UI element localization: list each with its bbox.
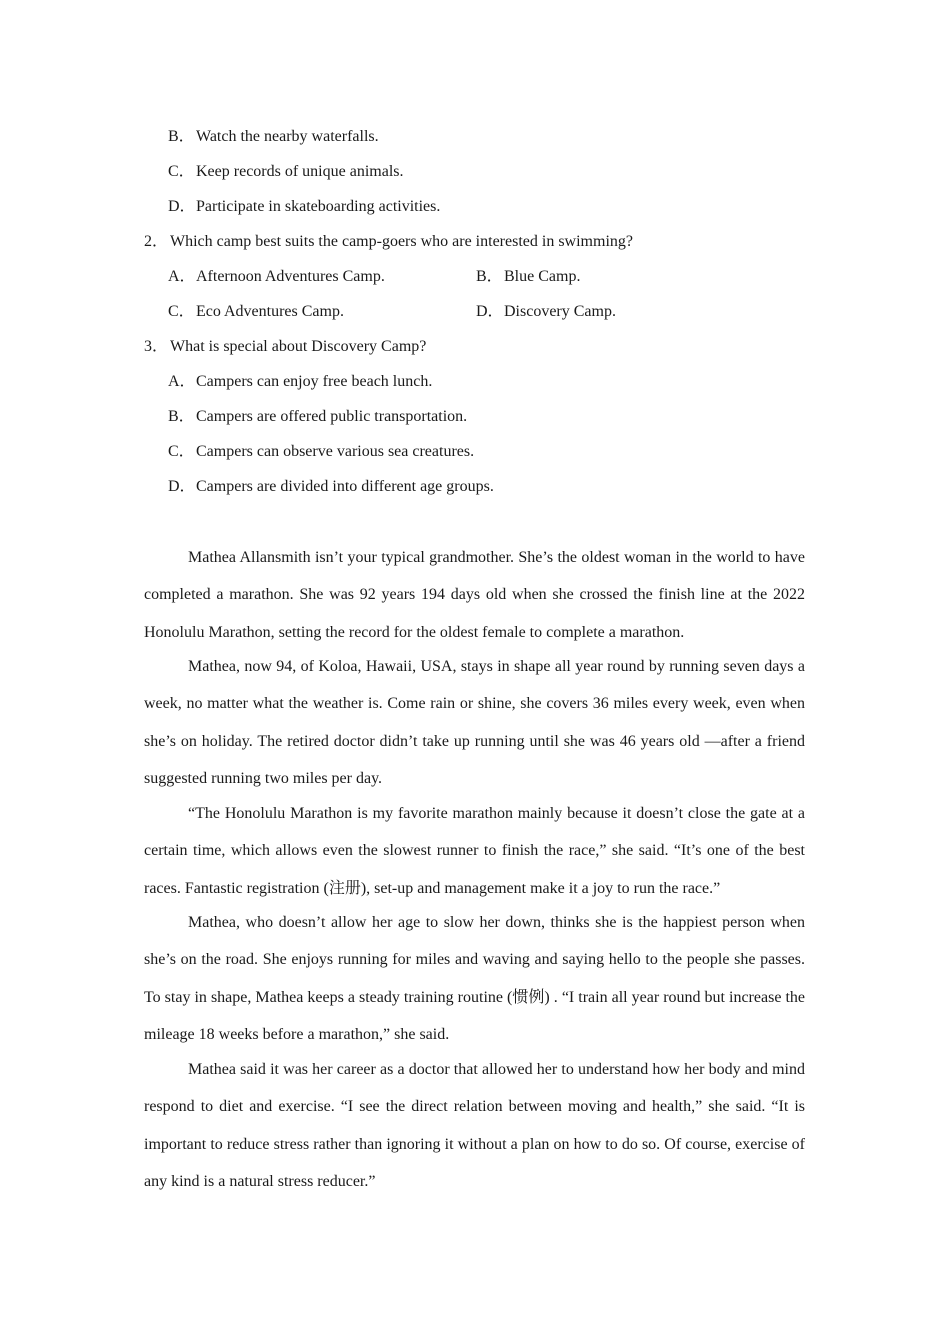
option-letter: D．	[168, 198, 196, 215]
option-text: Discovery Camp.	[504, 303, 616, 320]
option-text: Keep records of unique animals.	[196, 163, 404, 180]
question-text: What is special about Discovery Camp?	[170, 338, 427, 355]
question-number: 2．	[144, 233, 169, 250]
passage-paragraph-4: Mathea, who doesn’t allow her age to slow her down, thinks she is the happiest person when she’s on the road. She enjoys running for miles and waving and saying hello to the people she passes. To stay in shape, Mathea keeps a steady training routine (惯例) . “I train all year round but increase the mileage 18 weeks before a marathon,” she said.	[144, 914, 805, 1043]
q3-option-d	[168, 477, 494, 497]
option-letter: A．	[168, 373, 196, 390]
q3-option-c	[168, 442, 474, 462]
passage-paragraph-3: “The Honolulu Marathon is my favorite marathon mainly because it doesn’t close the gate at a certain time, which allows even the slowest runner to finish the race,” she said. “It’s one of the best races. Fantastic registration (注册), set-up and management make it a joy to run the race.”	[144, 805, 805, 897]
option-letter: B．	[168, 408, 195, 425]
option-text: Participate in skateboarding activities.	[196, 198, 441, 215]
question-3	[144, 337, 426, 357]
option-letter: A．	[168, 268, 196, 285]
option-text: Watch the nearby waterfalls.	[196, 128, 379, 145]
option-text: Blue Camp.	[504, 268, 581, 285]
option-letter: C．	[168, 163, 195, 180]
question-number: 3．	[144, 338, 169, 355]
passage-paragraph-2: Mathea, now 94, of Koloa, Hawaii, USA, stays in shape all year round by running seven days a week, no matter what the weather is. Come rain or shine, she covers 36 miles every week, even when she’s on holiday. The retired doctor didn’t take up running until she was 46 years old —after a friend suggested running two miles per day.	[144, 658, 805, 787]
option-letter: C．	[168, 303, 195, 320]
question-text: Which camp best suits the camp-goers who are interested in swimming?	[170, 233, 633, 250]
q1-option-b	[168, 127, 379, 147]
option-letter: D．	[476, 303, 504, 320]
option-text: Campers can observe various sea creatures.	[196, 443, 475, 460]
option-text: Campers can enjoy free beach lunch.	[196, 373, 433, 390]
q2-option-a	[168, 267, 385, 287]
q1-option-d	[168, 197, 440, 217]
option-text: Afternoon Adventures Camp.	[196, 268, 385, 285]
q2-option-b	[476, 267, 580, 287]
passage-paragraph-5: Mathea said it was her career as a doctor that allowed her to understand how her body and mind respond to diet and exercise. “I see the direct relation between moving and health,” she said. “It is important to reduce stress rather than ignoring it without a plan on how to do so. Of course, exercise of any kind is a natural stress reducer.”	[144, 1061, 805, 1190]
option-text: Campers are offered public transportation.	[196, 408, 468, 425]
option-letter: C．	[168, 443, 195, 460]
option-letter: B．	[476, 268, 503, 285]
q3-option-a	[168, 372, 432, 392]
q2-option-c	[168, 302, 344, 322]
option-letter: B．	[168, 128, 195, 145]
q2-option-d	[476, 302, 616, 322]
question-2	[144, 232, 633, 252]
option-text: Campers are divided into different age groups.	[196, 478, 494, 495]
passage-paragraph-1: Mathea Allansmith isn’t your typical grandmother. She’s the oldest woman in the world to have completed a marathon. She was 92 years 194 days old when she crossed the finish line at the 2022 Honolulu Marathon, setting the record for the oldest female to complete a marathon.	[144, 549, 805, 641]
q1-option-c	[168, 162, 403, 182]
option-text: Eco Adventures Camp.	[196, 303, 344, 320]
option-letter: D．	[168, 478, 196, 495]
q3-option-b	[168, 407, 467, 427]
